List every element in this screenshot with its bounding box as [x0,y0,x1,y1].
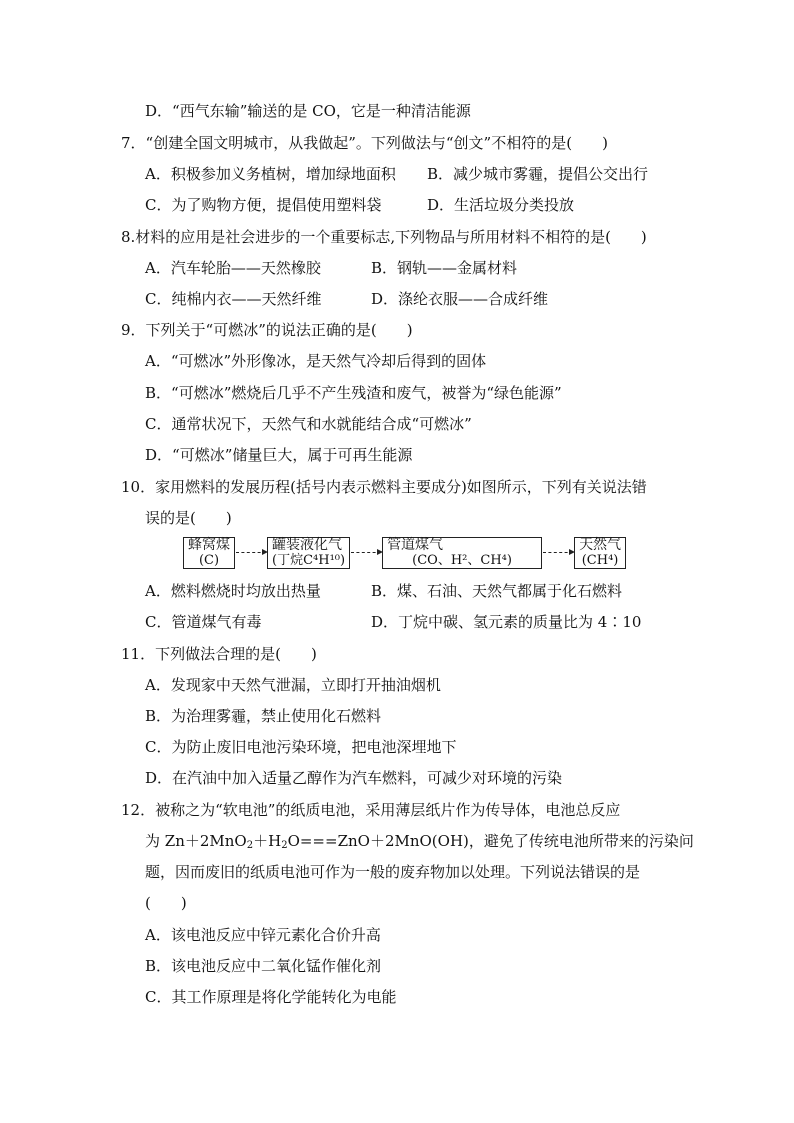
q8-stem: 8.材料的应用是社会进步的一个重要标志,下列物品与所用材料不相符的是( ) [121,228,647,246]
q8-option-a: A．汽车轮胎——天然橡胶 [145,259,321,277]
q11-option-b: B．为治理雾霾，禁止使用化石燃料 [145,707,382,725]
flow-box-title: 罐装液化气 [272,537,342,553]
q10-option-d: D．丁烷中碳、氢元素的质量比为 4∶10 [371,613,642,631]
q12-option-b: B．该电池反应中二氧化锰作催化剂 [145,957,382,975]
q12-stem-line2 [145,831,694,856]
q7-option-a: A．积极参加义务植树，增加绿地面积 [145,165,396,183]
q9-option-c: C．通常状况下，天然气和水就能结合成“可燃冰” [145,415,472,433]
arrow-icon [236,552,266,554]
flow-box-natural-gas [574,537,626,569]
q9-option-d: D．“可燃冰”储量巨大，属于可再生能源 [145,446,413,464]
q10-option-c: C．管道煤气有毒 [145,613,262,631]
flow-box-title: 管道煤气 [387,537,444,553]
q12-equation-part3: O===ZnO＋2MnO(OH)，避免了传统电池所带来的污染问 [287,832,694,850]
flow-box-title: 蜂窝煤 [188,537,230,553]
q11-option-a: A．发现家中天然气泄漏，立即打开抽油烟机 [145,676,441,694]
q9-stem: 9．下列关于“可燃冰”的说法正确的是( ) [121,321,413,339]
q11-option-d: D．在汽油中加入适量乙醇作为汽车燃料，可减少对环境的污染 [145,769,563,787]
flow-box-pipeline-gas [382,537,542,569]
q7-option-c: C．为了购物方便，提倡使用塑料袋 [145,196,382,214]
arrow-icon [351,552,381,554]
q8-option-b: B．钢轨——金属材料 [371,259,518,277]
subscript: 2 [246,840,254,851]
q7-stem: 7．“创建全国文明城市，从我做起”。下列做法与“创文”不相符的是( ) [121,134,608,152]
q12-stem-line3: 题，因而废旧的纸质电池可作为一般的废弃物加以处理。下列说法错误的是 [145,863,641,881]
q12-stem-line1: 12．被称之为“软电池”的纸质电池，采用薄层纸片作为传导体，电池总反应 [121,801,621,819]
fuel-history-diagram [183,536,626,570]
q11-option-c: C．为防止废旧电池污染环境，把电池深埋地下 [145,738,457,756]
q9-option-b: B．“可燃冰”燃烧后几乎不产生残渣和废气，被誉为“绿色能源” [145,384,562,402]
q7-option-d: D．生活垃圾分类投放 [427,196,575,214]
flow-box-formula: (CO、H²、CH⁴) [412,553,512,568]
q12-option-c: C．其工作原理是将化学能转化为电能 [145,988,397,1006]
q11-stem: 11．下列做法合理的是( ) [121,645,317,663]
q8-option-d: D．涤纶衣服——合成纤维 [371,290,549,308]
arrow-icon [543,552,573,554]
flow-box-title: 天然气 [579,537,622,553]
q10-stem-line1: 10．家用燃料的发展历程(括号内表示燃料主要成分)如图所示，下列有关说法错 [121,478,647,496]
q10-option-a: A．燃料燃烧时均放出热量 [145,582,321,600]
q12-stem-line4: ( ) [145,894,187,912]
q9-option-a: A．“可燃冰”外形像冰，是天然气冷却后得到的固体 [145,352,487,370]
q10-stem-line2: 误的是( ) [145,509,232,527]
q8-option-c: C．纯棉内衣——天然纤维 [145,290,322,308]
flow-box-honeycomb-coal [183,537,235,569]
flow-box-formula: (CH⁴) [581,553,619,568]
flow-box-lpg [267,537,350,569]
flow-box-formula: (丁烷C⁴H¹⁰) [272,553,346,568]
q12-equation-part2: ＋H [253,832,282,850]
q7-option-b: B．减少城市雾霾，提倡公交出行 [427,165,649,183]
subscript: 2 [281,840,288,851]
flow-box-formula: (C) [198,553,220,568]
q6-option-d: D．“西气东输”输送的是 CO，它是一种清洁能源 [145,102,471,120]
q12-option-a: A．该电池反应中锌元素化合价升高 [145,926,381,944]
q10-option-b: B．煤、石油、天然气都属于化石燃料 [371,582,623,600]
q12-equation-part1: 为 Zn＋2MnO [145,832,247,850]
